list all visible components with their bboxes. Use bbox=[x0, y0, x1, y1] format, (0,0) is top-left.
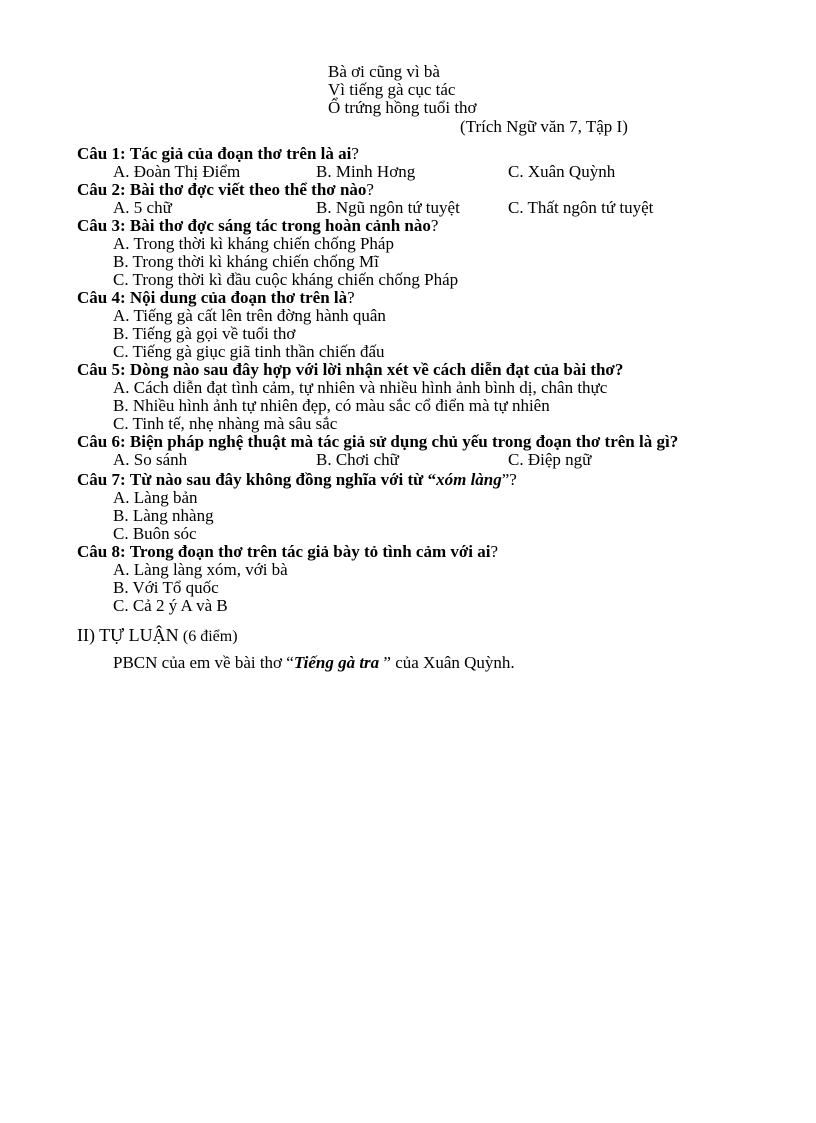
option-a: A. Làng bản bbox=[113, 488, 198, 507]
option-b: B. Trong thời kì kháng chiến chống Mĩ bbox=[113, 252, 379, 271]
essay-task: PBCN của em về bài thơ “Tiếng gà tra ” của Xuân Quỳnh. bbox=[113, 653, 515, 672]
question-5 bbox=[77, 361, 777, 433]
option-a: A. Đoàn Thị Điểm bbox=[113, 162, 241, 181]
option-b: B. Minh Hơng bbox=[316, 162, 416, 181]
question-label: Câu 1: bbox=[77, 144, 126, 163]
section-points: (6 điểm) bbox=[182, 628, 238, 645]
poem-source: (Trích Ngữ văn 7, Tập I) bbox=[460, 117, 628, 136]
question-text: Bài thơ đợc sáng tác trong hoàn cảnh nào bbox=[129, 216, 431, 235]
option-c: C. Tiếng gà giục giã tinh thần chiến đấu bbox=[113, 342, 385, 361]
question-label: Câu 2: bbox=[77, 180, 126, 199]
question-3: Câu 3: Bài thơ đợc sáng tác trong hoàn cảnh nào? A. Trong thời kì kháng chiến chống Pháp B. Trong thời kì kháng chiến chống Mĩ C. Trong thời kì đầu cuộc kháng chiến chống Pháp bbox=[77, 217, 777, 289]
poem-line: Bà ơi cũng vì bà bbox=[328, 62, 440, 81]
section-heading: II) TỰ LUẬN bbox=[77, 625, 179, 645]
option-list bbox=[113, 307, 777, 361]
question-label: Câu 3: bbox=[77, 216, 126, 235]
option-b: B. Ngũ ngôn tứ tuyệt bbox=[316, 198, 460, 217]
option-b: B. Tiếng gà gọi về tuổi thơ bbox=[113, 324, 296, 343]
option-a: A. 5 chữ bbox=[113, 198, 172, 217]
option-a: A. Trong thời kì kháng chiến chống Pháp bbox=[113, 234, 394, 253]
question-list bbox=[77, 145, 777, 615]
option-c: C. Tinh tế, nhẹ nhàng mà sâu sắc bbox=[113, 414, 338, 433]
option-b: B. Chơi chữ bbox=[316, 450, 399, 469]
option-b: B. Làng nhàng bbox=[113, 506, 214, 525]
option-a: A. Cách diễn đạt tình cảm, tự nhiên và nhiều hình ảnh bình dị, chân thực bbox=[113, 378, 608, 397]
question-label: Câu 7: bbox=[77, 470, 126, 489]
essay-poem-title: Tiếng gà tra bbox=[293, 653, 380, 672]
question-label: Câu 8: bbox=[77, 542, 126, 561]
question-text: Từ nào sau đây không đồng nghĩa với từ “ bbox=[129, 470, 437, 489]
question-label: Câu 5: bbox=[77, 360, 126, 379]
essay-section bbox=[77, 626, 238, 646]
option-list bbox=[113, 235, 777, 289]
option-c: C. Xuân Quỳnh bbox=[508, 162, 616, 181]
option-c: C. Trong thời kì đầu cuộc kháng chiến chống Pháp bbox=[113, 270, 459, 289]
option-list bbox=[113, 489, 777, 543]
option-c: C. Cả 2 ý A và B bbox=[113, 596, 228, 615]
question-text: Nội dung của đoạn thơ trên là bbox=[129, 288, 348, 307]
question-text: Tác giả của đoạn thơ trên là ai bbox=[129, 144, 352, 163]
question-label: Câu 6: bbox=[77, 432, 126, 451]
option-a: A. So sánh bbox=[113, 450, 188, 469]
question-6 bbox=[77, 433, 777, 469]
question-7: Câu 7: Từ nào sau đây không đồng nghĩa với từ “xóm làng”? A. Làng bản B. Làng nhàng C. Buôn sóc bbox=[77, 471, 777, 543]
poem-excerpt bbox=[328, 63, 477, 117]
question-1: Câu 1: Tác giả của đoạn thơ trên là ai? A. Đoàn Thị Điểm B. Minh Hơng C. Xuân Quỳnh bbox=[77, 145, 777, 181]
option-list bbox=[113, 163, 777, 181]
question-text: Biện pháp nghệ thuật mà tác giả sử dụng chủ yếu trong đoạn thơ trên là gì? bbox=[129, 432, 679, 451]
option-a: A. Tiếng gà cất lên trên đờng hành quân bbox=[113, 306, 386, 325]
question-2: Câu 2: Bài thơ đợc viết theo thể thơ nào? A. 5 chữ B. Ngũ ngôn tứ tuyệt C. Thất ngôn tứ tuyệt bbox=[77, 181, 777, 217]
option-c: C. Buôn sóc bbox=[113, 524, 197, 543]
question-text: Bài thơ đợc viết theo thể thơ nào bbox=[129, 180, 367, 199]
option-a: A. Làng làng xóm, với bà bbox=[113, 560, 288, 579]
option-c: C. Điệp ngữ bbox=[508, 450, 592, 469]
option-list bbox=[113, 379, 777, 433]
option-b: B. Nhiều hình ảnh tự nhiên đẹp, có màu sắc cổ điển mà tự nhiên bbox=[113, 396, 550, 415]
poem-line: Ổ trứng hồng tuổi thơ bbox=[328, 98, 477, 117]
option-list bbox=[113, 199, 777, 217]
question-label: Câu 4: bbox=[77, 288, 126, 307]
question-italic-term: xóm làng bbox=[436, 470, 502, 489]
option-c: C. Thất ngôn tứ tuyệt bbox=[508, 198, 654, 217]
question-4: Câu 4: Nội dung của đoạn thơ trên là? A. Tiếng gà cất lên trên đờng hành quân B. Tiếng gà gọi về tuổi thơ C. Tiếng gà giục giã tinh thần chiến đấu bbox=[77, 289, 777, 361]
option-list bbox=[113, 561, 777, 615]
poem-line: Vì tiếng gà cục tác bbox=[328, 80, 456, 99]
option-list bbox=[113, 451, 777, 469]
question-text: Dòng nào sau đây hợp với lời nhận xét về cách diễn đạt của bài thơ? bbox=[129, 360, 624, 379]
question-8: Câu 8: Trong đoạn thơ trên tác giả bày tỏ tình cảm với ai? A. Làng làng xóm, với bà B. Với Tổ quốc C. Cả 2 ý A và B bbox=[77, 543, 777, 615]
option-b: B. Với Tổ quốc bbox=[113, 578, 219, 597]
question-text: Trong đoạn thơ trên tác giả bày tỏ tình cảm với ai bbox=[129, 542, 491, 561]
